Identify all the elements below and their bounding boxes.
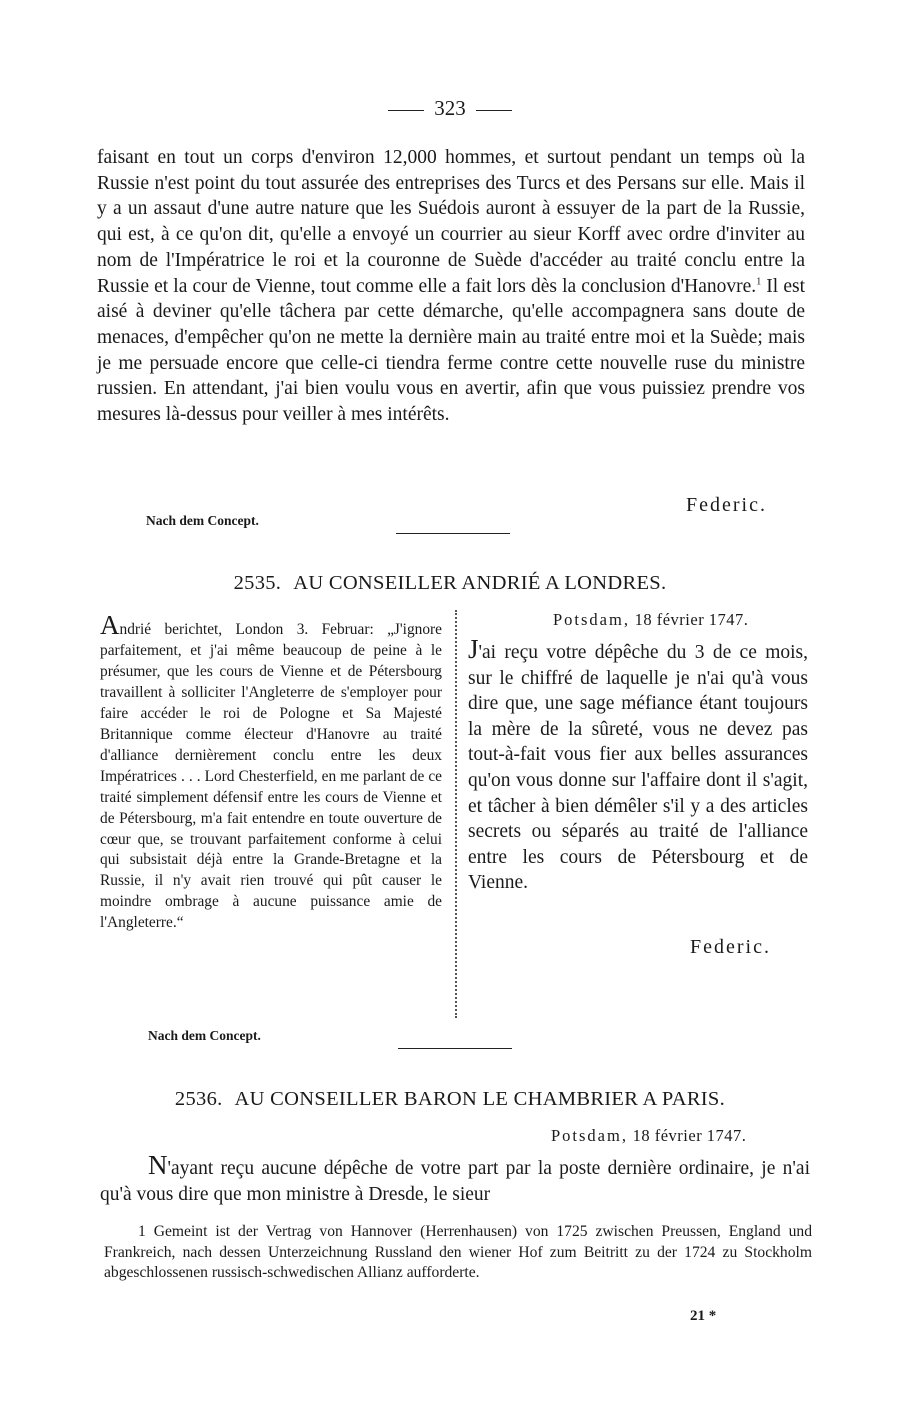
footnote-reference: 1 [756,276,762,288]
entry-2536-letter [100,1152,810,1208]
column-divider [455,610,457,1018]
footnote-text: Gemeint ist der Vertrag von Hannover (Herrenhausen) von 1725 zwischen Preussen, England und Frankreich, nach dessen Unterzeichnung Russland den wiener Hof zum Beitritt zu der 1724 zu Stockholm abgeschlossenen russisch-schwedischen Allianz aufforderte. [104,1223,812,1282]
entry-2535-heading [0,572,900,595]
letter-2535-text: 'ai reçu votre dépêche du 3 de ce mois, sur le chiffré de laquelle je n'ai qu'à vous dire que, une sage méfiance étant toujours la mère de la sûreté, vous ne devez pas tout-à-fait vous fier aux belles assurances qu'on vous donne sur l'affaire dont il s'agit, et tâcher à bien démêler s'il y a des articles secrets ou séparés au traité de l'alliance entre les cours de Pétersbourg et de Vienne. [468,642,808,894]
entry-2535-place: Potsdam, [553,610,630,629]
section-divider [396,533,510,534]
entry-2535-letter [468,636,808,896]
letter-2536-text: 'ayant reçu aucune dépêche de votre part par la poste dernière ordinaire, je n'ai qu'à vous dire que mon ministre à Dresde, le sieur [100,1158,810,1205]
entry-2535-title: AU CONSEILLER ANDRIÉ A LONDRES. [293,572,667,594]
entry-2535-date: 18 février 1747. [634,610,749,629]
footnote [104,1222,812,1284]
entry-2535-dateline [553,610,748,630]
previous-letter-source-note: Nach dem Concept. [146,513,259,528]
summary-text: ndrié berichtet, London 3. Februar: „J'ignore parfaitement, et j'ai même beaucoup de peine à le présumer, que les cours de Vienne et de Pétersbourg travaillent à solliciter l'Angleterre de s'employer pour faire accéder le roi de Pologne et Sa Majesté Britannique comme électeur d'Hanovre au traité d'alliance dernièrement conclu entre les deux Impératrices . . . Lord Chesterfield, en me parlant de ce traité simplement défensif entre les cours de Vienne et de Pétersbourg, m'a fait entendre en toute ouverture de cœur que, se trouvant parfaitement conforme à celui qui subsistait déjà entre la Grande-Bretagne et la Russie, il n'y avait rien trouvé qui pût causer le moindre ombrage à aucune puissance amie de l'Angleterre.“ [100,621,442,932]
letter-2535-dropcap: J [468,634,479,664]
entry-2536-date: 18 février 1747. [632,1126,747,1145]
entry-2535-signature: Federic. [690,936,771,958]
printer-signature-mark: 21 * [690,1308,717,1324]
entry-2535-summary [100,612,442,934]
previous-letter-signature: Federic. [686,494,767,516]
page-number: 323 [434,96,466,120]
previous-letter-text [97,145,805,428]
summary-dropcap: A [100,610,120,640]
previous-letter-part1: faisant en tout un corps d'environ 12,000 hommes, et surtout pendant un temps où la Russie n'est point du tout assurée des entreprises des Turcs et des Persans sur elle. Mais il y a un assaut d'une autre nature que les Suédois auront à essuyer de la part de la Russie, qui est, à ce qu'on dit, qu'elle a envoyé un courrier au sieur Korff avec ordre d'inviter au nom de l'Impératrice le roi et la couronne de Suède d'accéder au traité conclu entre la Russie et la cour de Vienne, tout comme elle a fait lors dès la conclusion d'Hanovre. [97,147,805,297]
entry-2535-source-note: Nach dem Concept. [148,1028,261,1043]
previous-letter-part2: Il est aisé à deviner qu'elle tâchera par cette démarche, qu'elle accompagnera sans doute de menaces, d'empêcher qu'on ne mette la dernière main au traité entre moi et la Suède; mais je me persuade encore que celle-ci tiendra ferme contre cette nouvelle ruse du ministre russien. En attendant, j'ai bien voulu vous en avertir, afin que vous puissiez prendre vos mesures là-dessus pour veiller à mes intérêts. [97,275,805,426]
entry-2536-heading [0,1088,900,1111]
entry-2536-dateline [551,1126,746,1146]
header-dash-left [388,110,424,111]
entry-2536-number: 2536. [174,1088,223,1110]
letter-2536-dropcap: N [148,1150,168,1180]
page-header [0,96,900,121]
entry-2536-title: AU CONSEILLER BARON LE CHAMBRIER A PARIS. [234,1088,726,1110]
section-divider-2 [398,1048,512,1049]
footnote-marker: 1 [138,1223,146,1240]
entry-2535-number: 2535. [233,572,282,594]
entry-2536-place: Potsdam, [551,1126,628,1145]
header-dash-right [476,110,512,111]
